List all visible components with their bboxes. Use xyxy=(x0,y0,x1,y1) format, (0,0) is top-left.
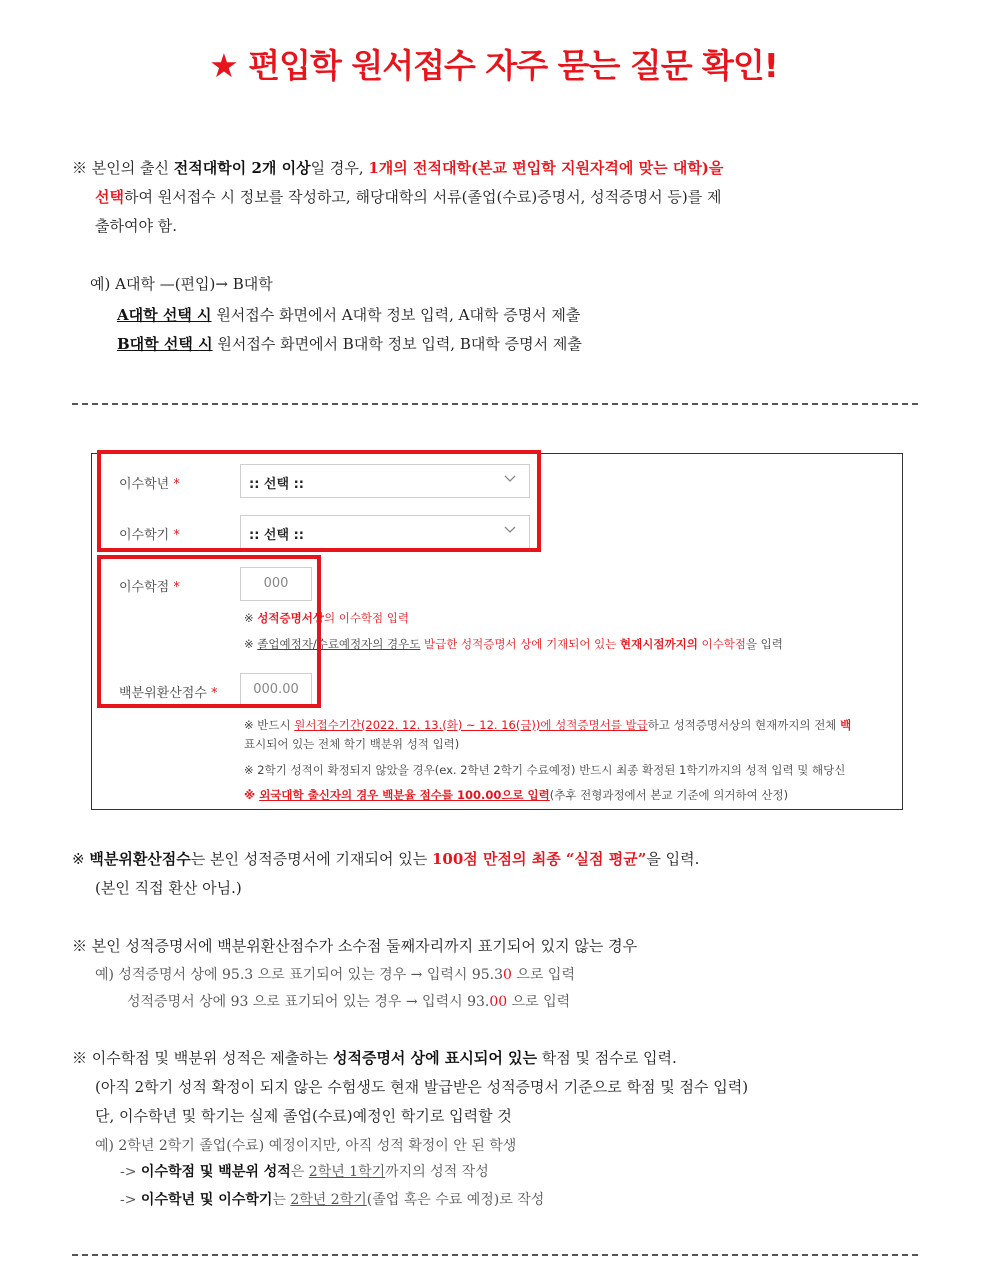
text: 일 경우, xyxy=(310,159,369,177)
score-note-2: 표시되어 있는 전체 학기 백분위 성적 입력) xyxy=(244,737,460,751)
text: ※ xyxy=(244,611,258,625)
red-text: 의 이수학점 입력 xyxy=(323,611,410,625)
score-input[interactable]: 000.00 xyxy=(240,673,312,707)
decimal-example-1 xyxy=(95,961,575,990)
credits-input[interactable]: 000 xyxy=(240,567,312,601)
text: 을 입력. xyxy=(646,850,700,868)
example-label: A대학 선택 시 xyxy=(117,306,212,324)
text: 원서접수 화면에서 A대학 정보 입력, A대학 증명서 제출 xyxy=(211,306,581,324)
decimal-example-2 xyxy=(127,988,570,1017)
text: (추후 전형과정에서 본교 기준에 의거하여 산정) xyxy=(549,788,789,802)
text: 학점 및 점수로 입력. xyxy=(537,1049,677,1067)
text: 을 입력 xyxy=(745,637,783,651)
divider xyxy=(72,403,918,405)
label-text: 이수학기 xyxy=(119,528,170,543)
red-emphasis: 100점 만점의 최종 “실점 평균” xyxy=(431,850,647,868)
percentile-paragraph-line2: (본인 직접 환산 아님.) xyxy=(95,879,242,897)
red-emphasis: 백 xyxy=(840,718,852,732)
example-b xyxy=(117,330,582,359)
emphasis: 성적증명서 상에 표시되어 있는 xyxy=(332,1049,538,1067)
example-a xyxy=(117,301,580,330)
underlined-text: 2학년 1학기 xyxy=(308,1164,386,1180)
required-mark: * xyxy=(211,686,218,701)
red-emphasis: 1개의 전적대학(본교 편입학 지원자격에 맞는 대학)을 xyxy=(368,159,724,177)
text: ※ 본인의 출신 xyxy=(72,159,174,177)
text: 는 xyxy=(272,1192,291,1208)
red-underlined-text: 외국대학 출신자의 경우 백분율 점수를 100.00으로 입력 xyxy=(259,788,550,802)
credits-example: 예) 2학년 2학기 졸업(수료) 예정이지만, 아직 성적 확정이 안 된 학생 xyxy=(95,1138,517,1154)
divider xyxy=(72,1254,918,1256)
label-text: 백분위환산점수 xyxy=(119,686,207,701)
red-text: 00 xyxy=(489,994,508,1010)
text: ※ 반드시 xyxy=(244,718,295,732)
score-note-3: ※ 2학기 성적이 확정되지 않았을 경우(ex. 2학년 2학기 수료예정) 반드시 최종 확정된 1학기까지의 성적 입력 및 해당신 xyxy=(244,763,846,777)
select-value: :: 선택 :: xyxy=(249,477,304,492)
credits-arrow-1 xyxy=(120,1158,489,1187)
highlight-box-credits-score xyxy=(97,555,321,708)
example-label: B대학 선택 시 xyxy=(117,335,213,353)
example-heading: 예) A대학 —(편입)→ B대학 xyxy=(90,275,273,293)
score-note-1 xyxy=(244,716,851,734)
multi-college-paragraph-line1 xyxy=(72,154,723,183)
red-text: 이수학점 xyxy=(697,637,746,651)
score-note-4 xyxy=(244,786,788,804)
credits-paragraph-line3: 단, 이수학년 및 학기는 실제 졸업(수료)예정인 학기로 입력할 것 xyxy=(95,1107,512,1125)
text: ※ xyxy=(72,850,90,868)
text: 성적증명서 상에 93 으로 표기되어 있는 경우 → 입력시 93. xyxy=(127,994,490,1010)
credits-paragraph-line2: (아직 2학기 성적 확정이 되지 않은 수험생도 현재 발급받은 성적증명서 기준으로 학점 및 점수 입력) xyxy=(95,1078,749,1096)
highlight-box-year-semester xyxy=(97,450,541,552)
decimal-paragraph-line1: ※ 본인 성적증명서에 백분위환산점수가 소수점 둘째자리까지 표기되어 있지 않는 경우 xyxy=(72,937,638,955)
required-mark: * xyxy=(173,477,180,492)
red-underlined-text: 원서접수기간(2022. 12. 13.(화) ~ 12. 16(금))에 성적증명서를 발급 xyxy=(294,718,648,732)
text: -> xyxy=(120,1164,141,1180)
credits-arrow-2 xyxy=(120,1186,544,1215)
percentile-paragraph-line1 xyxy=(72,845,699,874)
text: ※ xyxy=(244,637,258,651)
text: 예) 성적증명서 상에 95.3 으로 표기되어 있는 경우 → 입력시 95.3 xyxy=(95,967,504,983)
red-emphasis: 성적증명서상 xyxy=(257,611,324,625)
required-mark: * xyxy=(173,528,180,543)
emphasis: 전적대학이 2개 이상 xyxy=(173,159,311,177)
credits-paragraph-line1 xyxy=(72,1044,677,1073)
label-text: 이수학점 xyxy=(119,580,170,595)
multi-college-paragraph-line2 xyxy=(95,183,722,212)
text: -> xyxy=(120,1192,141,1208)
emphasis: 백분위환산점수 xyxy=(89,850,191,868)
text: 하여 원서접수 시 정보를 작성하고, 해당대학의 서류(졸업(수료)증명서, 성적증명서 등)를 제 xyxy=(123,188,722,206)
text: ※ 이수학점 및 백분위 성적은 제출하는 xyxy=(72,1049,333,1067)
red-emphasis: 현재시점까지의 xyxy=(620,637,698,651)
emphasis: 이수학점 및 백분위 성적 xyxy=(140,1164,291,1180)
text: ※ xyxy=(244,788,260,802)
page-title: ★ 편입학 원서접수 자주 묻는 질문 확인! xyxy=(209,46,778,85)
underlined-text: 2학년 2학기 xyxy=(290,1192,367,1208)
red-text: 0 xyxy=(503,967,512,983)
underlined-text: 졸업예정자/수료예정자의 경우도 xyxy=(257,637,421,651)
text: 하고 성적증명서상의 현재까지의 전체 xyxy=(647,718,841,732)
label-text: 이수학년 xyxy=(119,477,170,492)
multi-college-paragraph-line3: 출하여야 함. xyxy=(95,217,177,235)
text: 는 본인 성적증명서에 기재되어 있는 xyxy=(190,850,432,868)
emphasis: 이수학년 및 이수학기 xyxy=(140,1192,273,1208)
required-mark: * xyxy=(173,580,180,595)
text: 원서접수 화면에서 B대학 정보 입력, B대학 증명서 제출 xyxy=(212,335,582,353)
text: 은 xyxy=(290,1164,309,1180)
credits-note-2 xyxy=(244,635,783,653)
red-emphasis: 선택 xyxy=(95,188,124,206)
red-text: 발급한 성적증명서 상에 기재되어 있는 xyxy=(420,637,621,651)
select-value: :: 선택 :: xyxy=(249,528,304,543)
text: 까지의 성적 작성 xyxy=(385,1164,489,1180)
text: 으로 입력 xyxy=(507,994,571,1010)
text: (졸업 혹은 수료 예정)로 작성 xyxy=(366,1192,545,1208)
text: 으로 입력 xyxy=(511,967,575,983)
